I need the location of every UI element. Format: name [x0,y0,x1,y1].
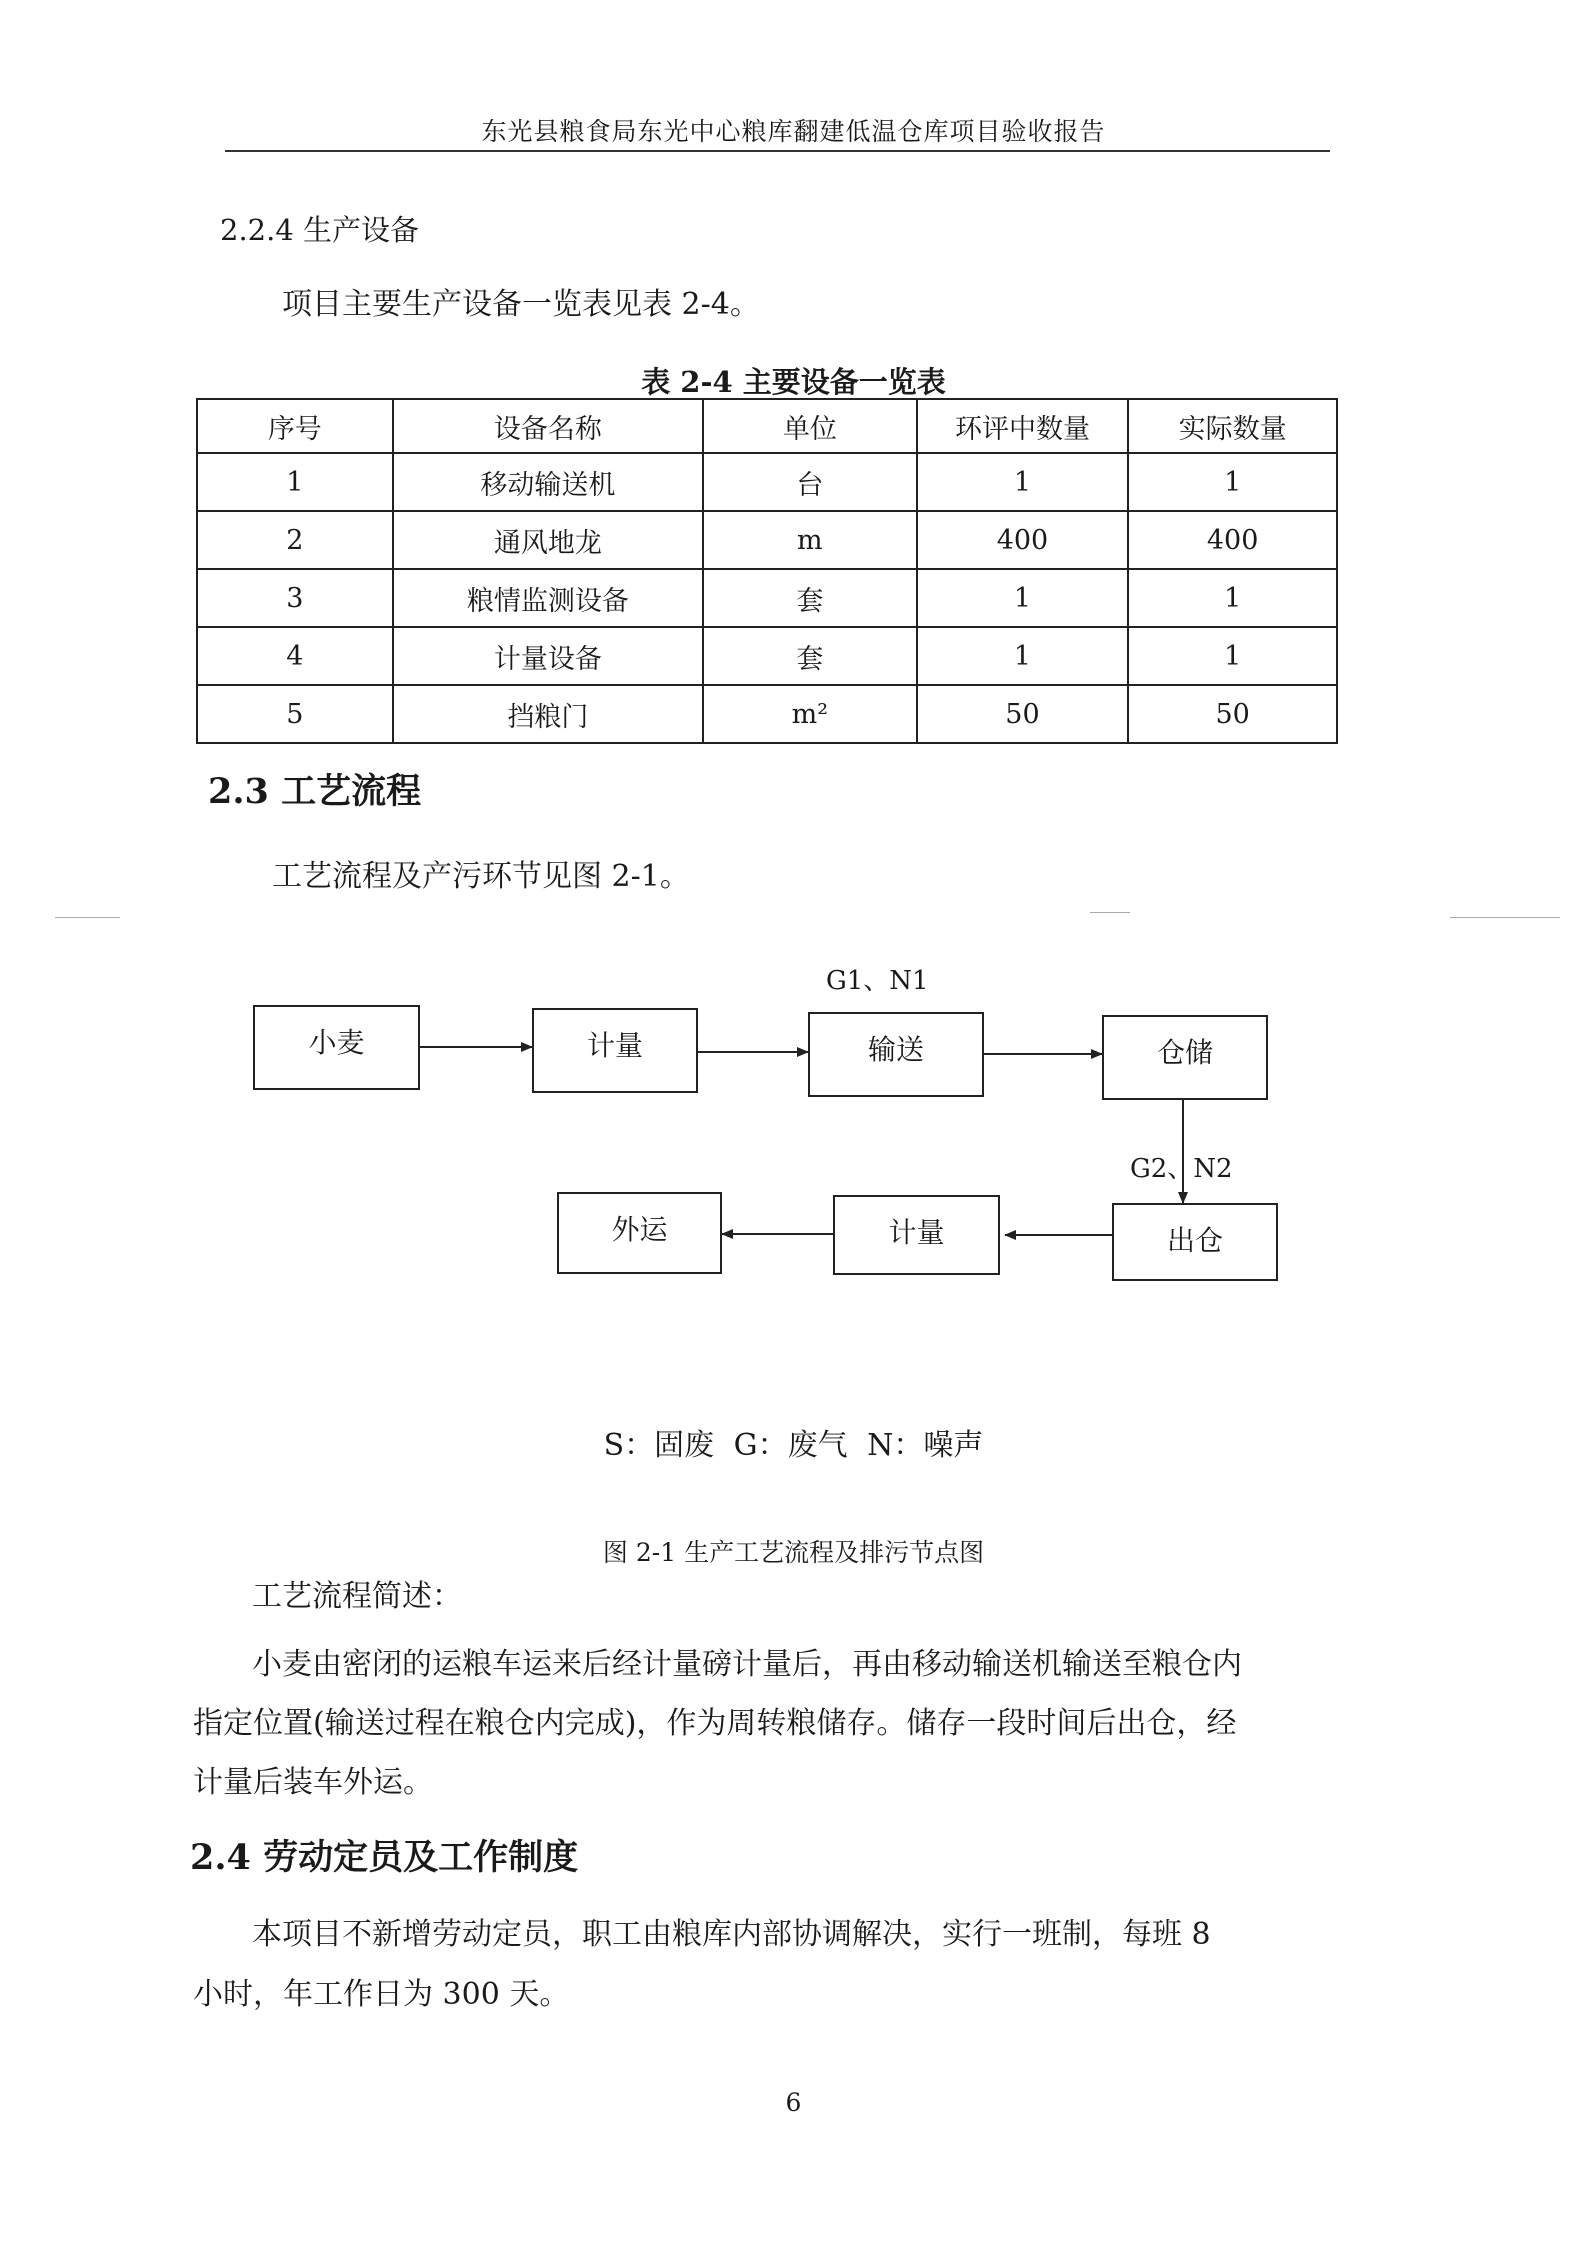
flow-node-storage: 仓储 [1102,1015,1268,1100]
figure-caption: 图 2-1 生产工艺流程及排污节点图 [602,1538,985,1567]
table-cell: 移动输送机 [393,453,703,511]
table-cell: 1 [197,453,393,511]
table-cell: 1 [1128,453,1337,511]
table-header-cell: 实际数量 [1128,399,1337,453]
flow-node-wheat: 小麦 [253,1005,420,1090]
emission-label-outbound: G2、N2 [1130,1154,1233,1184]
section-23-intro: 工艺流程及产污环节见图 2-1。 [272,859,690,894]
process-desc-line: 小麦由密闭的运粮车运来后经计量磅计量后，再由移动输送机输送至粮仓内 [252,1647,1242,1682]
table-cell: m² [703,685,917,743]
running-header: 东光县粮食局东光中心粮库翻建低温仓库项目验收报告 [481,117,1106,146]
section-23-heading: 2.3 工艺流程 [208,771,422,812]
page-number: 6 [785,2088,802,2117]
flow-node-ship: 外运 [557,1192,722,1274]
table-cell: 台 [703,453,917,511]
table-cell: 50 [917,685,1129,743]
flow-node-weigh: 计量 [532,1008,698,1093]
flow-node-convey: 输送 [808,1012,984,1097]
section-24-heading: 2.4 劳动定员及工作制度 [190,1837,579,1878]
section-224-intro: 项目主要生产设备一览表见表 2-4。 [282,287,760,322]
table-cell: 2 [197,511,393,569]
table-cell: 挡粮门 [393,685,703,743]
table-cell: 套 [703,569,917,627]
table-cell: 3 [197,569,393,627]
section-24-line: 本项目不新增劳动定员，职工由粮库内部协调解决，实行一班制，每班 8 [252,1917,1211,1952]
table-cell: 1 [917,569,1129,627]
flow-legend: S：固废 G：废气 N：噪声 [603,1428,984,1463]
table-cell: 50 [1128,685,1337,743]
table-cell: 计量设备 [393,627,703,685]
table-cell: 400 [1128,511,1337,569]
table-header-cell: 序号 [197,399,393,453]
process-desc-line: 计量后装车外运。 [193,1765,433,1800]
table-cell: 1 [917,627,1129,685]
emission-label-convey: G1、N1 [826,966,929,996]
table-cell: 套 [703,627,917,685]
table-cell: m [703,511,917,569]
flow-node-weigh-2: 计量 [833,1195,1000,1275]
table-cell: 1 [1128,569,1337,627]
table-cell: 400 [917,511,1129,569]
table-cell: 1 [917,453,1129,511]
table-cell: 5 [197,685,393,743]
table-cell: 粮情监测设备 [393,569,703,627]
table-header-cell: 设备名称 [393,399,703,453]
table-header-cell: 环评中数量 [917,399,1129,453]
section-24-line: 小时，年工作日为 300 天。 [193,1977,570,2012]
table-cell: 1 [1128,627,1337,685]
section-224-heading: 2.2.4 生产设备 [220,213,420,247]
process-desc-line: 指定位置(输送过程在粮仓内完成)，作为周转粮储存。储存一段时间后出仓，经 [193,1706,1237,1741]
table-cell: 4 [197,627,393,685]
table-caption: 表 2-4 主要设备一览表 [641,365,946,399]
table-header-cell: 单位 [703,399,917,453]
table-cell: 通风地龙 [393,511,703,569]
process-desc-title: 工艺流程简述： [252,1579,462,1614]
flow-node-outbound: 出仓 [1112,1203,1278,1281]
